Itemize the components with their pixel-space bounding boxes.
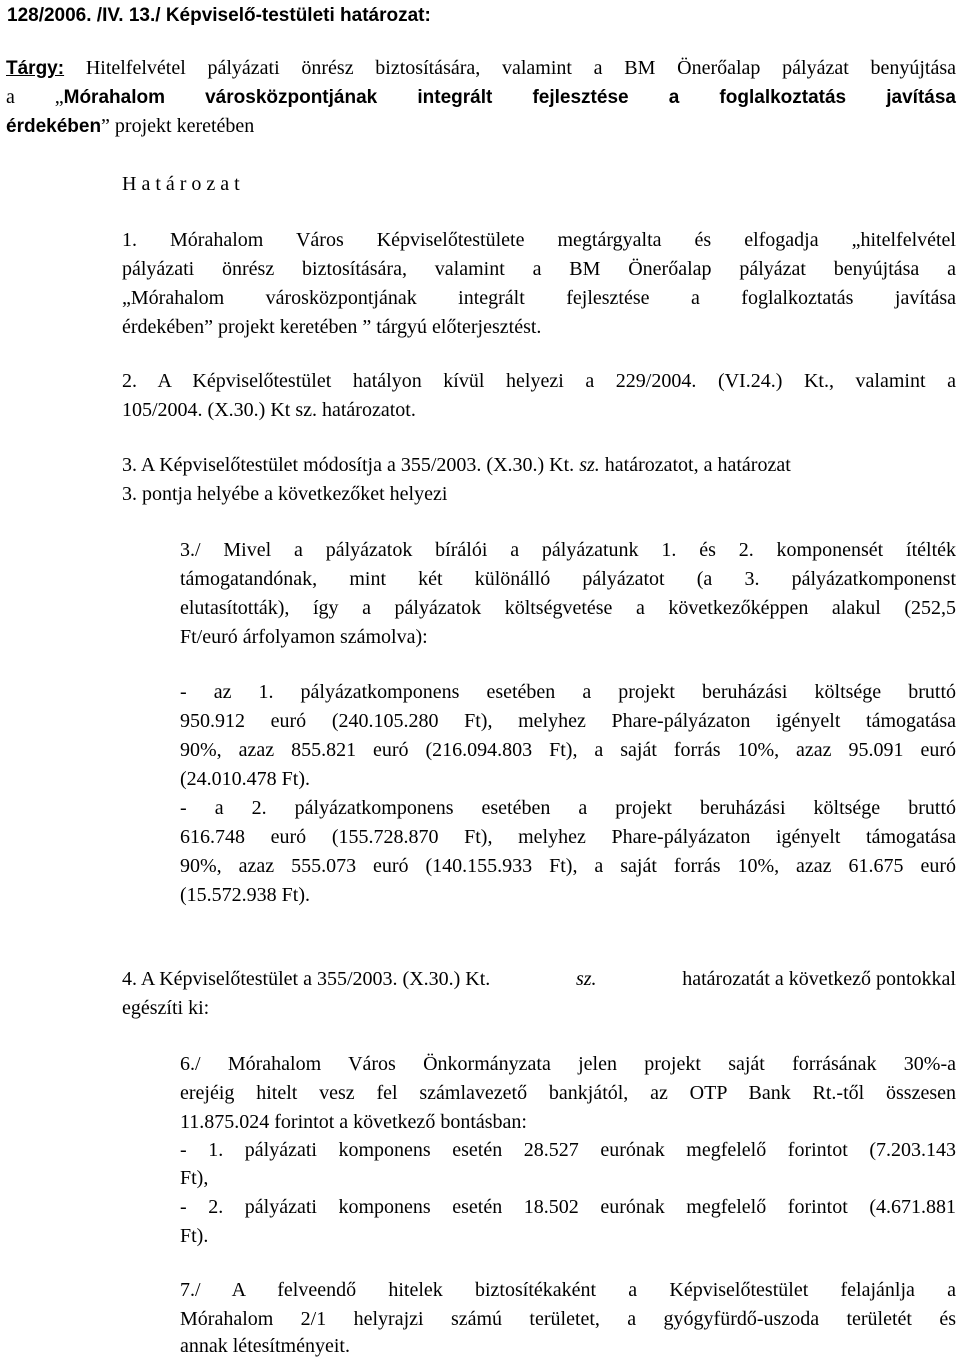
subject-text: Hitelfelvétel pályázati önrész biztosítására, valamint a BM Önerőalap pályázat benyújtása (85, 57, 957, 79)
component1-line-2: 950.912 euró (240.105.280 Ft), melyhez Phare-pályázaton igényelt támogatása (180, 710, 956, 732)
subject-prefix: a „ (6, 86, 64, 108)
point2-line-2: 105/2004. (X.30.) Kt sz. határozatot. (122, 399, 416, 421)
subject-line-3 (6, 116, 254, 136)
item7-line-1: 7./ A felveendő hitelek biztosítékaként a Képviselőtestület felajánlja a (180, 1279, 956, 1301)
subject-label: Tárgy: (6, 58, 65, 79)
component2-line-3: 90%, azaz 555.073 euró (140.155.933 Ft), a saját forrás 10%, azaz 61.675 euró (180, 855, 956, 877)
item6-line-2: erejéig hitelt vesz fel számlavezető bankjától, az OTP Bank Rt.-től összesen (180, 1082, 956, 1104)
component2-line-2: 616.748 euró (155.728.870 Ft), melyhez Phare-pályázaton igényelt támogatása (180, 826, 956, 848)
point1-line-2: pályázati önrész biztosítására, valamint a BM Önerőalap pályázat benyújtása a (122, 258, 956, 280)
point1-line-4: érdekében” projekt keretében ” tárgyú előterjesztést. (122, 316, 542, 338)
subject-line-2 (6, 87, 956, 107)
point3-text-b: sz. (579, 454, 600, 476)
item3-line-3: elutasították), így a pályázatok költségvetése a következőképpen alakul (252,5 (180, 597, 956, 619)
point3-line-2: 3. pontja helyébe a következőket helyezi (122, 483, 448, 505)
item7-line-3: annak létesítményeit. (180, 1335, 350, 1357)
decision-heading: H a t á r o z a t (122, 173, 240, 195)
subject-project-title: Mórahalom városközpontjának integrált fejlesztése a foglalkoztatás javítása (63, 87, 956, 108)
point4-line-1 (122, 969, 956, 989)
point1-line-3: „Mórahalom városközpontjának integrált fejlesztése a foglalkoztatás javítása (122, 287, 956, 309)
point3-text-a: 3. A Képviselőtestület módosítja a 355/2003. (X.30.) Kt. (122, 454, 575, 476)
point4-text-c: határozatát a következő pontokkal (682, 968, 956, 990)
component1-line-4: (24.010.478 Ft). (180, 768, 310, 790)
subject-suffix: ” projekt keretében (101, 115, 255, 137)
point4-line-2: egészíti ki: (122, 997, 210, 1019)
item6-line-1: 6./ Mórahalom Város Önkormányzata jelen projekt saját forrásának 30%-a (180, 1053, 956, 1075)
component2-line-4: (15.572.938 Ft). (180, 884, 310, 906)
subject-line-1 (6, 58, 956, 78)
point3-text-c: határozatot, a határozat (604, 454, 791, 476)
item6-line-4: - 1. pályázati komponens esetén 28.527 eurónak megfelelő forintot (7.203.143 (180, 1139, 956, 1161)
item3-line-4: Ft/euró árfolyamon számolva): (180, 626, 428, 648)
point3-line-1 (122, 455, 791, 475)
component1-line-3: 90%, azaz 855.821 euró (216.094.803 Ft), a saját forrás 10%, azaz 95.091 euró (180, 739, 956, 761)
item3-line-1: 3./ Mivel a pályázatok bírálói a pályázatunk 1. és 2. komponensét ítélték (180, 539, 956, 561)
item6-line-7: Ft). (180, 1225, 209, 1247)
item6-line-5: Ft), (180, 1167, 209, 1189)
item6-line-6: - 2. pályázati komponens esetén 18.502 eurónak megfelelő forintot (4.671.881 (180, 1196, 956, 1218)
point4-text-a: 4. A Képviselőtestület a 355/2003. (X.30.) Kt. (122, 968, 491, 990)
item7-line-2: Mórahalom 2/1 helyrajzi számú területet, a gyógyfürdő-uszoda területét és (180, 1308, 956, 1330)
point1-line-1: 1. Mórahalom Város Képviselőtestülete megtárgyalta és elfogadja „hitelfelvétel (122, 229, 956, 251)
point2-line-1: 2. A Képviselőtestület hatályon kívül helyezi a 229/2004. (VI.24.) Kt., valamint a (122, 370, 956, 392)
component1-line-1: - az 1. pályázatkomponens esetében a projekt beruházási költsége bruttó (180, 681, 956, 703)
point4-text-b: sz. (575, 968, 597, 990)
item3-line-2: támogatandónak, mint két különálló pályázatot (a 3. pályázatkomponenst (180, 568, 956, 590)
item6-line-3: 11.875.024 forintot a következő bontásban: (180, 1111, 527, 1133)
page-title: 128/2006. /IV. 13./ Képviselő-testületi határozat: (7, 5, 431, 26)
subject-project-title-end: érdekében (6, 116, 102, 137)
component2-line-1: - a 2. pályázatkomponens esetében a projekt beruházási költsége bruttó (180, 797, 956, 819)
